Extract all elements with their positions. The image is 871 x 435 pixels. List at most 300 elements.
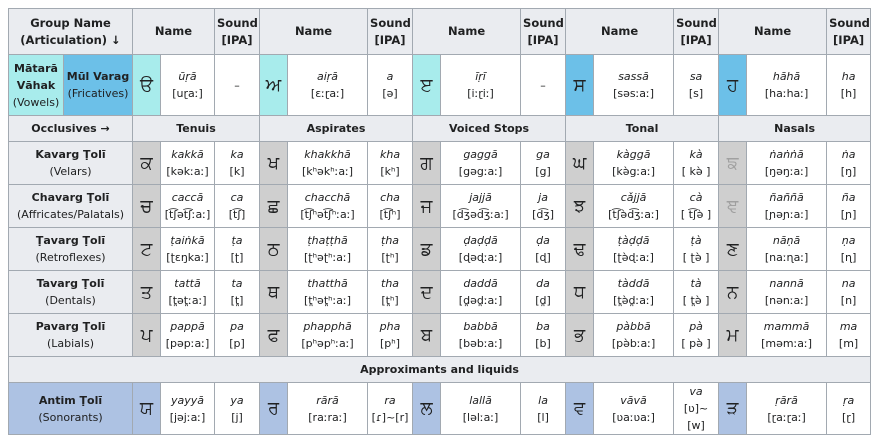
sonorants-group-name: Antim Ṭolī bbox=[38, 393, 103, 407]
letter-sound: ṭha bbox=[381, 234, 400, 247]
letter-sound: ra bbox=[384, 393, 396, 407]
letter-glyph: ਟ bbox=[133, 228, 161, 271]
letter-glyph: ਰ bbox=[260, 383, 288, 435]
letter-glyph: ਹ bbox=[719, 55, 747, 116]
letter-sound-ipa: [m] bbox=[838, 337, 859, 350]
letter-name-cell bbox=[441, 228, 521, 271]
letter-glyph: ਝ bbox=[566, 185, 594, 228]
letter-sound-cell bbox=[827, 55, 871, 116]
letter-sound: ṭa bbox=[231, 234, 243, 247]
letter-sound-cell bbox=[674, 314, 719, 357]
letter-glyph: ਨ bbox=[719, 271, 747, 314]
letter-name-cell bbox=[161, 185, 215, 228]
letter-name-ipa: [pʰəpʰːaː] bbox=[301, 337, 354, 350]
letter-sound-cell bbox=[674, 185, 719, 228]
letter-sound: ka bbox=[230, 148, 244, 161]
letter-name-cell bbox=[747, 142, 827, 185]
letter-name-ipa: [pə̀bːaː] bbox=[611, 337, 656, 350]
letter-name-cell bbox=[161, 142, 215, 185]
header-row bbox=[9, 9, 871, 55]
letter-name-ipa: [bəbːaː] bbox=[458, 337, 503, 350]
letter-glyph: ਣ bbox=[719, 228, 747, 271]
letter-sound: sa bbox=[689, 70, 703, 83]
letter-sound-cell bbox=[674, 383, 719, 435]
letter-name-cell bbox=[441, 142, 521, 185]
letter-glyph: ਭ bbox=[566, 314, 594, 357]
letter-sound-ipa: [ t̪ə̀ ] bbox=[682, 294, 710, 307]
fricatives-group-cell bbox=[64, 55, 133, 115]
letter-sound-ipa: [k] bbox=[229, 165, 245, 178]
letter-name-cell bbox=[288, 314, 368, 357]
letter-name-cell bbox=[747, 228, 827, 271]
letter-name: yayyā bbox=[171, 393, 205, 407]
letter-name-ipa: [pəpːaː] bbox=[165, 337, 210, 350]
column-header-nasals: Nasals bbox=[719, 116, 871, 142]
group-label bbox=[9, 271, 133, 314]
letter-name-ipa: [ɲəɲːaː] bbox=[764, 208, 809, 221]
letter-sound-cell bbox=[521, 228, 566, 271]
letter-name-ipa: [t̪ə̀d̪ːaː] bbox=[613, 294, 654, 307]
letter-sound-cell bbox=[368, 228, 413, 271]
letter-sound-cell bbox=[521, 383, 566, 435]
letter-name-cell bbox=[747, 383, 827, 435]
letter-name-cell bbox=[594, 228, 674, 271]
letter-sound-ipa: [t̪ʰ] bbox=[381, 294, 399, 307]
letter-sound-ipa: [j] bbox=[231, 410, 243, 424]
group-articulation: (Retroflexes) bbox=[35, 251, 106, 264]
letter-name: thatthā bbox=[307, 277, 348, 290]
column-header-tenuis: Tenuis bbox=[133, 116, 260, 142]
letter-name: chacchā bbox=[304, 191, 351, 204]
letter-sound-cell bbox=[368, 314, 413, 357]
letter-name-ipa: [gəgːaː] bbox=[458, 165, 503, 178]
name-header: Name bbox=[260, 9, 368, 55]
letter-name: aiṛā bbox=[316, 70, 339, 83]
letter-sound-cell bbox=[827, 383, 871, 435]
letter-sound-ipa: [t͡ʃʰ] bbox=[379, 208, 401, 221]
letter-sound-cell bbox=[215, 383, 260, 435]
letter-sound-cell bbox=[827, 314, 871, 357]
letter-sound-ipa: [n] bbox=[840, 294, 857, 307]
letter-name: gaggā bbox=[463, 148, 498, 161]
letter-name-cell bbox=[594, 314, 674, 357]
letter-sound: ha bbox=[841, 70, 856, 83]
letter-glyph: ਪ bbox=[133, 314, 161, 357]
letter-name-ipa: [d͡ʒəd͡ʒːaː] bbox=[452, 208, 509, 221]
letter-sound: da bbox=[536, 277, 550, 290]
table-row bbox=[9, 314, 871, 357]
letter-name-cell bbox=[747, 55, 827, 116]
letter-glyph: ਸ bbox=[566, 55, 594, 116]
letter-name-ipa: [kə̀gːaː] bbox=[612, 165, 655, 178]
group-articulation: (Dentals) bbox=[45, 294, 96, 307]
name-header: Name bbox=[133, 9, 215, 55]
letter-name-ipa: [ləlːaː] bbox=[462, 410, 499, 424]
letter-name-cell bbox=[441, 185, 521, 228]
letter-name-ipa: [t͡ʃʰət͡ʃʰːaː] bbox=[300, 208, 355, 221]
letter-name-ipa: [jəjːaː] bbox=[169, 410, 206, 424]
letter-name: rārā bbox=[316, 393, 339, 407]
letter-glyph: ਲ bbox=[413, 383, 441, 435]
letter-sound: na bbox=[841, 277, 856, 290]
group-articulation: (Affricates/Palatals) bbox=[16, 208, 125, 221]
letter-sound-ipa: [d͡ʒ] bbox=[532, 208, 554, 221]
letter-glyph: ਢ bbox=[566, 228, 594, 271]
sound-header-label: Sound bbox=[523, 15, 564, 30]
letter-glyph: ਅ bbox=[260, 55, 288, 116]
sound-header bbox=[215, 9, 260, 55]
letter-glyph: ਜ bbox=[413, 185, 441, 228]
letter-sound-ipa: [ŋ] bbox=[840, 165, 857, 178]
group-name: Ṭavarg Ṭolī bbox=[35, 234, 106, 247]
letter-sound: ṛa bbox=[842, 393, 855, 407]
letter-sound-cell bbox=[521, 185, 566, 228]
letter-name: lallā bbox=[469, 393, 492, 407]
letter-sound-cell bbox=[827, 185, 871, 228]
letter-name: ṭaiṅkā bbox=[170, 234, 205, 247]
letter-name: kakkā bbox=[171, 148, 204, 161]
name-header: Name bbox=[566, 9, 674, 55]
group-name: Tavarg Ṭolī bbox=[36, 277, 105, 290]
sound-header-ipa: [IPA] bbox=[680, 32, 712, 47]
letter-sound-ipa: [ɳ] bbox=[840, 251, 857, 264]
sound-header-ipa: [IPA] bbox=[374, 32, 406, 47]
sound-header-label: Sound bbox=[370, 15, 411, 30]
letter-sound-ipa: [ɲ] bbox=[840, 208, 857, 221]
letter-sound: ta bbox=[231, 277, 243, 290]
letter-name-ipa: [ʋaːʋaː] bbox=[612, 410, 655, 424]
group-articulation: (Labials) bbox=[46, 337, 95, 350]
letter-sound-cell bbox=[368, 383, 413, 435]
letter-name-ipa: [ŋəŋːaː] bbox=[764, 165, 809, 178]
letter-name-ipa: [d̪əd̪ːaː] bbox=[458, 294, 503, 307]
letter-name-ipa: [uɽaː] bbox=[172, 87, 203, 100]
letter-glyph: ਙ bbox=[719, 142, 747, 185]
occlusives-header-row bbox=[9, 116, 871, 142]
letter-glyph: ਵ bbox=[566, 383, 594, 435]
letter-sound-ipa: [ t͡ʃə̀ ] bbox=[680, 208, 712, 221]
letter-sound-cell bbox=[215, 271, 260, 314]
letter-name-cell bbox=[161, 314, 215, 357]
sound-header bbox=[368, 9, 413, 55]
letter-name-ipa: [kʰəkʰːaː] bbox=[301, 165, 354, 178]
letter-glyph: ਘ bbox=[566, 142, 594, 185]
letter-name-cell bbox=[594, 271, 674, 314]
letter-name-cell bbox=[747, 271, 827, 314]
letter-name-ipa: [səsːaː] bbox=[613, 87, 655, 100]
table-row bbox=[9, 228, 871, 271]
group-name: Pavarg Ṭolī bbox=[35, 320, 106, 333]
letter-name-ipa: [naːɳaː] bbox=[764, 251, 809, 264]
letter-name-cell bbox=[441, 271, 521, 314]
letter-sound-ipa: [s] bbox=[688, 87, 704, 100]
letter-glyph: ਕ bbox=[133, 142, 161, 185]
letter-sound-ipa: [ʈʰ] bbox=[381, 251, 399, 264]
letter-name-ipa: [t̪ʰət̪ʰːaː] bbox=[304, 294, 352, 307]
letter-sound-ipa: [t̪] bbox=[230, 294, 244, 307]
letter-sound-ipa: [ pə̀ ] bbox=[681, 337, 711, 350]
letter-name-ipa: [t͡ʃət͡ʃːaː] bbox=[164, 208, 211, 221]
letter-sound-ipa: [ɖ] bbox=[535, 251, 551, 264]
letter-name: hāhā bbox=[772, 70, 801, 83]
letter-name-ipa: [məmːaː] bbox=[761, 337, 813, 350]
letter-name-ipa: [haːhaː] bbox=[764, 87, 809, 100]
letter-name-ipa: [raːraː] bbox=[308, 410, 347, 424]
sound-header-label: Sound bbox=[829, 15, 870, 30]
letter-sound-cell bbox=[674, 142, 719, 185]
letter-name: kàggā bbox=[616, 148, 651, 161]
group-label bbox=[9, 185, 133, 228]
sound-header bbox=[521, 9, 566, 55]
sound-header-ipa: [IPA] bbox=[221, 32, 253, 47]
letter-sound-cell bbox=[521, 142, 566, 185]
letter-name-cell bbox=[161, 55, 215, 116]
vowels-group-name-1: Mātarā bbox=[14, 61, 58, 75]
letter-sound-ipa: [ɾ]~[r] bbox=[371, 410, 409, 424]
letter-sound: ṅa bbox=[841, 148, 856, 161]
letter-glyph: ਧ bbox=[566, 271, 594, 314]
fricatives-group-sub: (Fricatives) bbox=[67, 87, 129, 100]
letter-name-cell bbox=[161, 228, 215, 271]
letter-sound-ipa: [ə] bbox=[382, 87, 398, 100]
letter-glyph: ਗ bbox=[413, 142, 441, 185]
letter-name: nannā bbox=[769, 277, 804, 290]
letter-name-ipa: [iːɽiː] bbox=[467, 87, 494, 100]
letter-name-ipa: [ɽaːɽaː] bbox=[767, 410, 806, 424]
letter-name: cǎjjā bbox=[620, 191, 647, 204]
letter-sound: va bbox=[689, 385, 703, 398]
letter-sound-ipa: [l] bbox=[537, 410, 549, 424]
group-label bbox=[9, 228, 133, 271]
letter-sound: pà bbox=[689, 320, 703, 333]
letter-name-cell bbox=[594, 55, 674, 116]
letter-sound: tha bbox=[381, 277, 400, 290]
letter-sound-cell bbox=[521, 271, 566, 314]
letter-sound-ipa: [t͡ʃ] bbox=[228, 208, 246, 221]
letter-sound-ipa: [h] bbox=[840, 87, 857, 100]
letter-sound: cha bbox=[380, 191, 400, 204]
letter-sound-cell bbox=[368, 185, 413, 228]
letter-name-ipa: [ʈʰəʈʰːaː] bbox=[304, 251, 352, 264]
letter-sound-cell bbox=[827, 228, 871, 271]
letter-sound-cell bbox=[827, 142, 871, 185]
group-name-title: Group Name bbox=[30, 15, 111, 30]
letter-name: caccā bbox=[171, 191, 204, 204]
letter-sound: ṭà bbox=[690, 234, 702, 247]
letter-sound-ipa: [pʰ] bbox=[380, 337, 401, 350]
letter-name-cell bbox=[288, 383, 368, 435]
letter-sound-ipa: [ʋ]~[w] bbox=[683, 402, 709, 432]
letter-glyph: ਥ bbox=[260, 271, 288, 314]
letter-sound-cell bbox=[674, 271, 719, 314]
letter-name-cell bbox=[161, 383, 215, 435]
sound-header bbox=[674, 9, 719, 55]
letter-name-cell bbox=[441, 383, 521, 435]
letter-sound-cell bbox=[215, 55, 260, 116]
letter-glyph: ਖ bbox=[260, 142, 288, 185]
letter-name-cell bbox=[441, 314, 521, 357]
letter-name: jajjā bbox=[469, 191, 492, 204]
name-header: Name bbox=[719, 9, 827, 55]
letter-sound: kha bbox=[379, 148, 401, 161]
letter-name-ipa: [ʈɛŋkaː] bbox=[166, 251, 209, 264]
letter-name: ṭhaṭṭhā bbox=[307, 234, 348, 247]
letter-sound: ca bbox=[230, 191, 244, 204]
letter-sound-cell bbox=[674, 228, 719, 271]
column-header-aspirates: Aspirates bbox=[260, 116, 413, 142]
letter-sound-cell bbox=[368, 55, 413, 116]
letter-sound-ipa: [ ʈə̀ ] bbox=[682, 251, 710, 264]
letter-name-ipa: [ɖəɖːaː] bbox=[458, 251, 503, 264]
group-name-subtitle: (Articulation) ↓ bbox=[20, 32, 121, 47]
letter-sound: – bbox=[540, 78, 546, 92]
letter-name-ipa: [t̪ət̪ːaː] bbox=[168, 294, 207, 307]
letter-sound: ga bbox=[536, 148, 550, 161]
letter-name: ṛārā bbox=[775, 393, 798, 407]
letter-name: ḍaḍḍā bbox=[463, 234, 498, 247]
fricatives-group-name: Mūl Varag bbox=[66, 70, 130, 83]
letter-glyph: ੲ bbox=[413, 55, 441, 116]
letter-sound-cell bbox=[215, 314, 260, 357]
letter-sound: ya bbox=[230, 393, 244, 407]
letter-name: tattā bbox=[174, 277, 201, 290]
vowels-group-name-2: Vāhak bbox=[16, 78, 56, 92]
group-name: Chavarg Ṭolī bbox=[31, 191, 110, 204]
letter-name-cell bbox=[288, 55, 368, 116]
letter-sound-cell bbox=[827, 271, 871, 314]
sound-header-ipa: [IPA] bbox=[527, 32, 559, 47]
letter-name: vāvā bbox=[620, 393, 647, 407]
letter-name-cell bbox=[288, 142, 368, 185]
letter-sound-ipa: [g] bbox=[535, 165, 551, 178]
group-name-header bbox=[9, 9, 133, 55]
letter-name: babbā bbox=[463, 320, 498, 333]
group-name: Kavarg Ṭolī bbox=[35, 148, 106, 161]
sonorants-group bbox=[9, 383, 133, 435]
column-header-voiced-stops: Voiced Stops bbox=[413, 116, 566, 142]
letter-sound: pha bbox=[379, 320, 401, 333]
letter-name-cell bbox=[747, 185, 827, 228]
table-row bbox=[9, 185, 871, 228]
letter-sound-ipa: [p] bbox=[229, 337, 245, 350]
letter-sound-cell bbox=[521, 55, 566, 116]
group-label bbox=[9, 314, 133, 357]
sound-header bbox=[827, 9, 871, 55]
letter-name: tàddā bbox=[617, 277, 650, 290]
letter-glyph: ਠ bbox=[260, 228, 288, 271]
letter-name-ipa: [kəkːaː] bbox=[166, 165, 209, 178]
letter-glyph: ੳ bbox=[133, 55, 161, 116]
letter-name-cell bbox=[441, 55, 521, 116]
letter-sound: ḍa bbox=[536, 234, 550, 247]
column-header-tonal: Tonal bbox=[566, 116, 719, 142]
letter-name: khakkhā bbox=[304, 148, 351, 161]
letter-name-cell bbox=[288, 271, 368, 314]
letter-sound: kà bbox=[689, 148, 703, 161]
letter-sound: ma bbox=[839, 320, 858, 333]
letter-sound: cà bbox=[689, 191, 703, 204]
letter-sound-ipa: [ɽ] bbox=[842, 410, 856, 424]
letter-name-cell bbox=[288, 185, 368, 228]
letter-name: pappā bbox=[170, 320, 205, 333]
letter-sound-cell bbox=[674, 55, 719, 116]
sonorants-group-sub: (Sonorants) bbox=[38, 410, 103, 424]
letter-sound: ba bbox=[536, 320, 550, 333]
letter-sound-cell bbox=[215, 142, 260, 185]
letter-sound: pa bbox=[230, 320, 244, 333]
group-articulation: (Velars) bbox=[49, 165, 92, 178]
letter-name: phapphā bbox=[303, 320, 352, 333]
fricatives-row bbox=[9, 55, 871, 116]
letter-name: daddā bbox=[463, 277, 498, 290]
sonorants-row bbox=[9, 383, 871, 435]
letter-name: nāṇā bbox=[772, 234, 801, 247]
letter-glyph: ਤ bbox=[133, 271, 161, 314]
letter-name-cell bbox=[161, 271, 215, 314]
letter-sound: tà bbox=[690, 277, 702, 290]
letter-sound-cell bbox=[215, 228, 260, 271]
sound-header-label: Sound bbox=[676, 15, 717, 30]
letter-sound: ja bbox=[538, 191, 548, 204]
letter-name-cell bbox=[594, 142, 674, 185]
letter-sound-cell bbox=[368, 271, 413, 314]
letter-name-cell bbox=[594, 185, 674, 228]
letter-name: īṛī bbox=[475, 70, 486, 83]
letter-name-ipa: [ɛːɽaː] bbox=[310, 87, 345, 100]
table-row bbox=[9, 271, 871, 314]
vowels-fricatives-group bbox=[9, 55, 133, 116]
approximants-header-row bbox=[9, 357, 871, 383]
letter-name: ñaññā bbox=[769, 191, 804, 204]
letter-name-cell bbox=[594, 383, 674, 435]
occlusive-rows bbox=[9, 142, 871, 357]
letter-glyph: ਛ bbox=[260, 185, 288, 228]
letter-glyph: ਯ bbox=[133, 383, 161, 435]
letter-glyph: ਮ bbox=[719, 314, 747, 357]
approximants-label: Approximants and liquids bbox=[9, 357, 871, 383]
letter-glyph: ਚ bbox=[133, 185, 161, 228]
letter-name: mammā bbox=[763, 320, 810, 333]
letter-glyph: ਡ bbox=[413, 228, 441, 271]
letter-sound-ipa: [ kə̀ ] bbox=[681, 165, 711, 178]
table-row bbox=[9, 142, 871, 185]
vowels-group-sub: (Vowels) bbox=[12, 95, 60, 109]
letter-sound: – bbox=[234, 78, 240, 92]
letter-glyph: ਦ bbox=[413, 271, 441, 314]
letter-name-ipa: [nənːaː] bbox=[764, 294, 809, 307]
letter-name-cell bbox=[747, 314, 827, 357]
letter-sound: a bbox=[386, 70, 394, 83]
letter-sound: ña bbox=[841, 191, 856, 204]
group-split bbox=[9, 55, 132, 115]
letter-sound-cell bbox=[368, 142, 413, 185]
letter-name: pàbbā bbox=[616, 320, 651, 333]
vowels-group-cell bbox=[9, 55, 64, 115]
letter-name: ūṛā bbox=[178, 70, 197, 83]
occlusives-label: Occlusives → bbox=[9, 116, 133, 142]
letter-glyph: ਬ bbox=[413, 314, 441, 357]
group-label bbox=[9, 142, 133, 185]
sound-header-ipa: [IPA] bbox=[833, 32, 865, 47]
letter-name: sassā bbox=[618, 70, 649, 83]
name-header: Name bbox=[413, 9, 521, 55]
letter-name: ṭàḍḍā bbox=[617, 234, 650, 247]
letter-name-cell bbox=[288, 228, 368, 271]
letter-name-ipa: [ʈə̀ɖːaː] bbox=[613, 251, 654, 264]
letter-sound-cell bbox=[521, 314, 566, 357]
letter-sound-ipa: [ʈ] bbox=[230, 251, 244, 264]
letter-glyph: ਞ bbox=[719, 185, 747, 228]
